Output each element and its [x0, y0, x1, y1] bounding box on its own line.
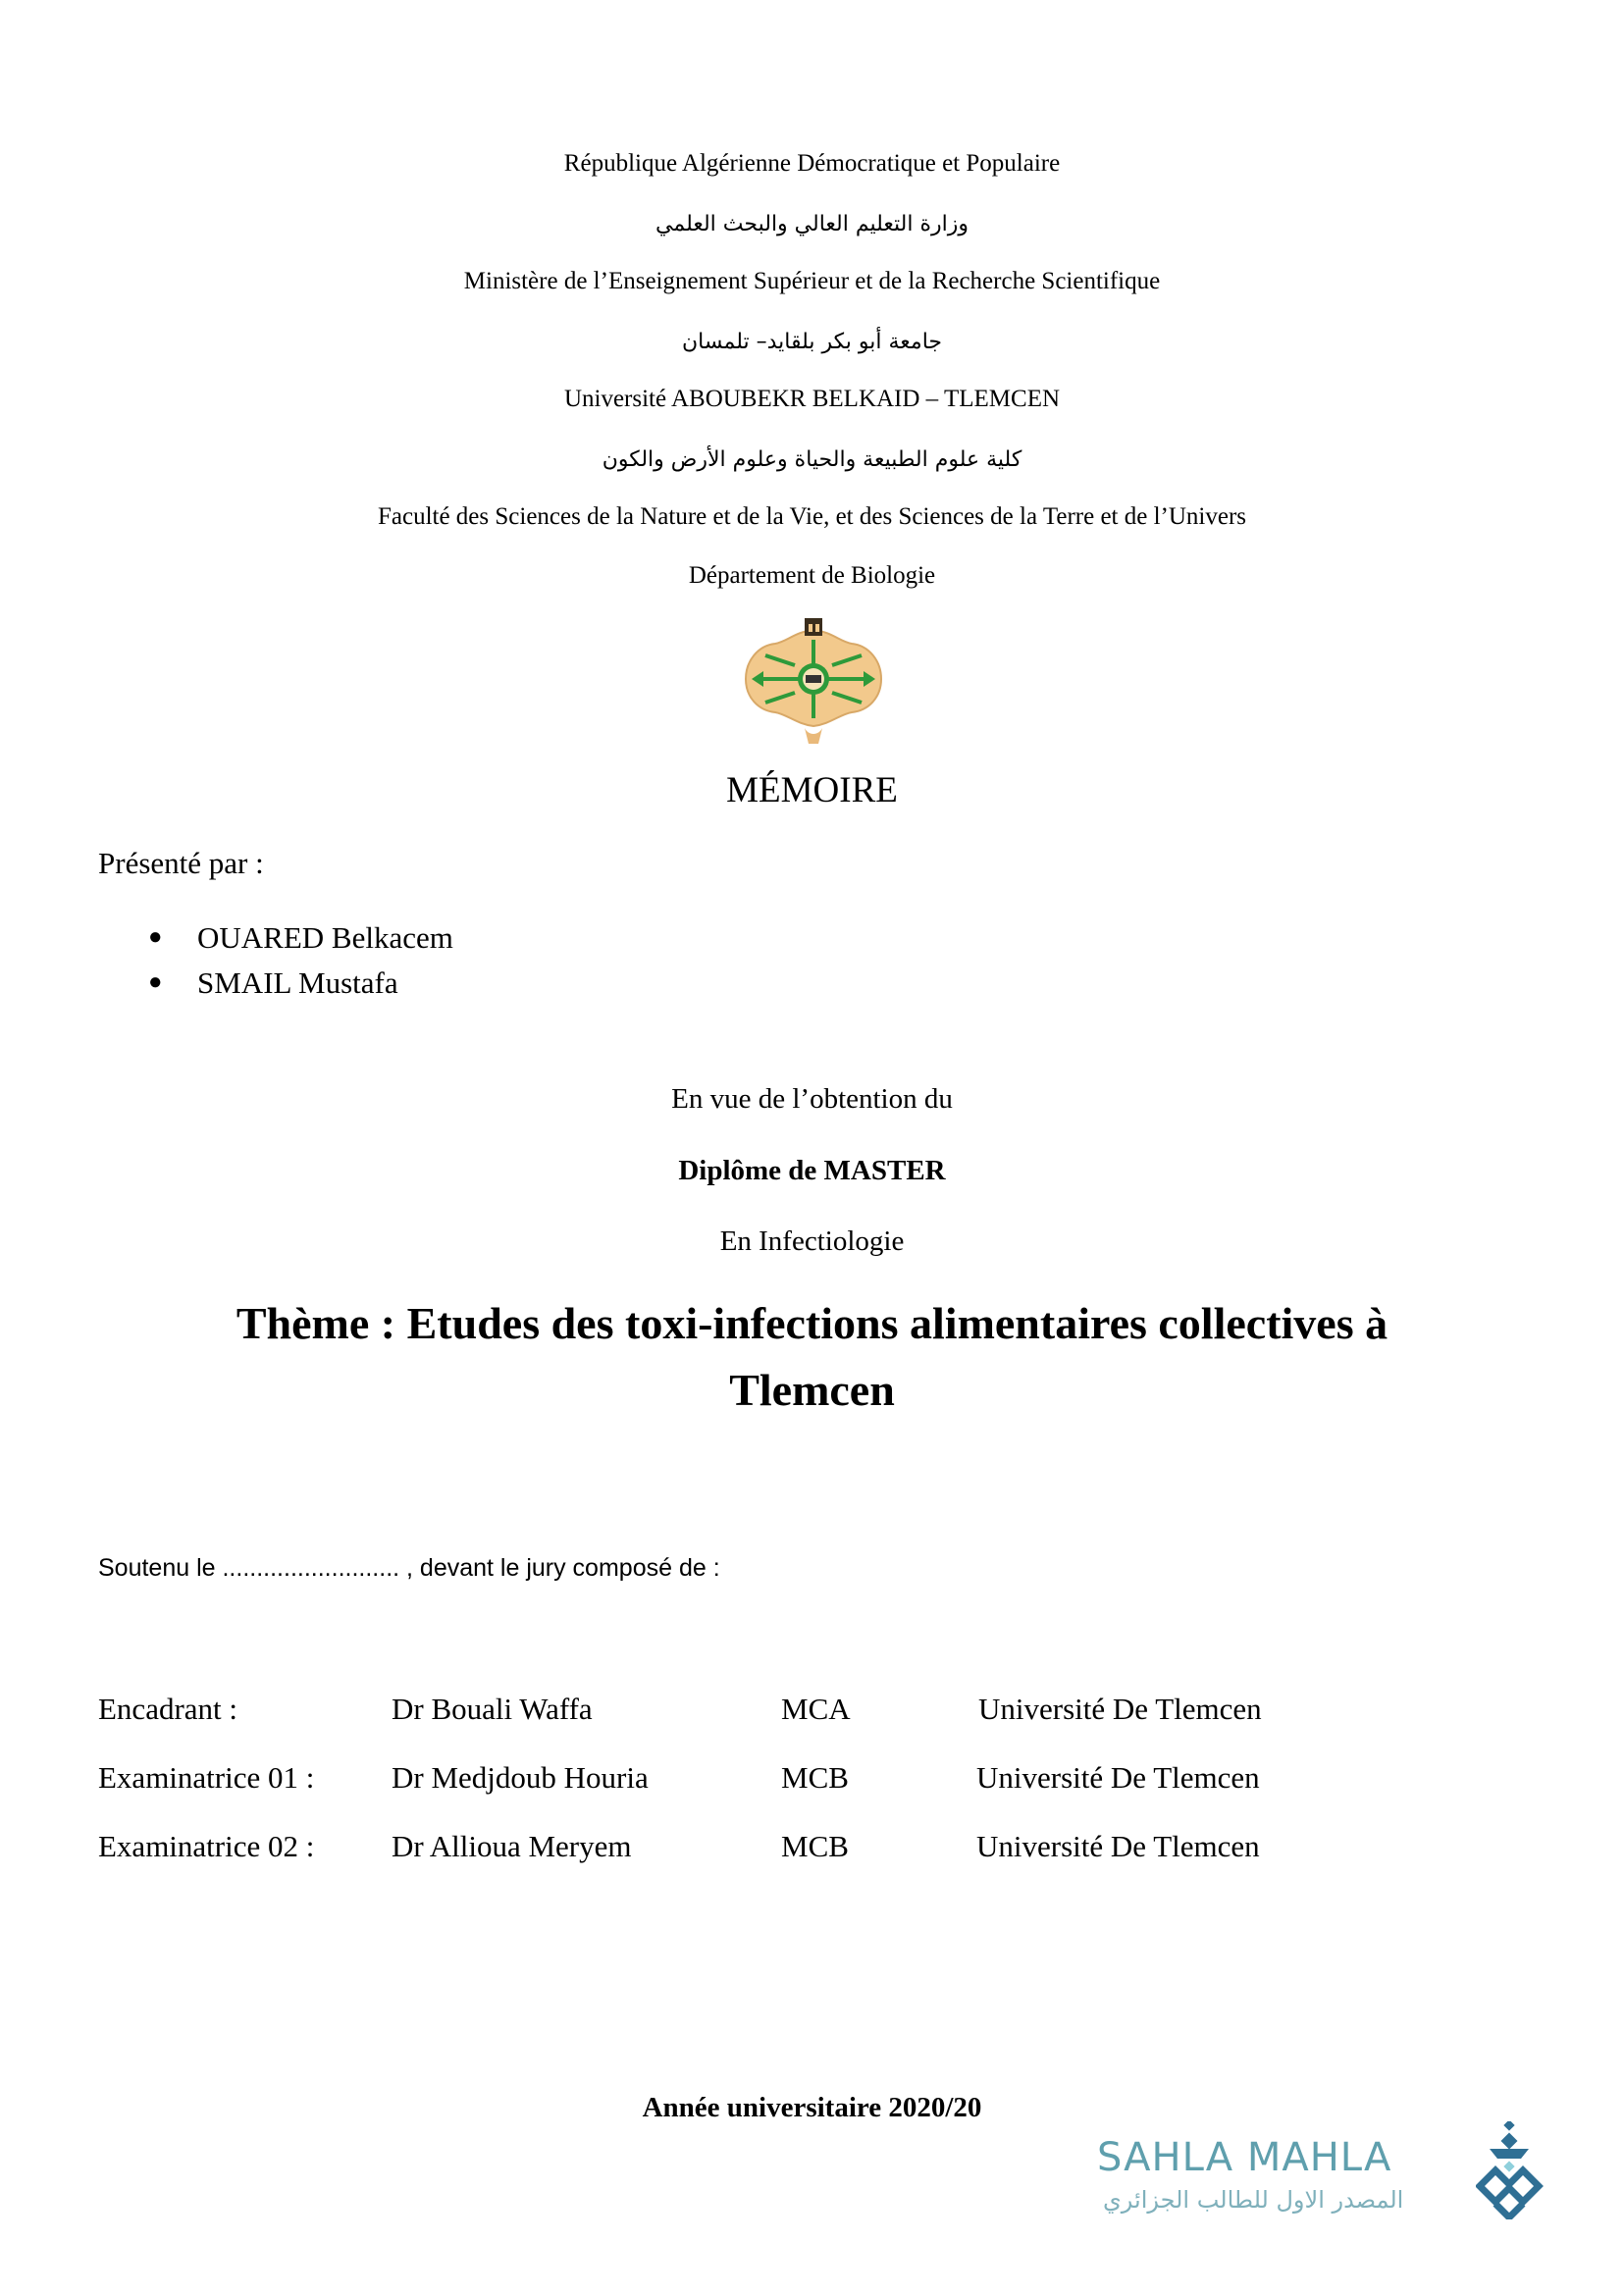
sahla-mahla-watermark: [1097, 2121, 1548, 2229]
degree-title: Diplôme de MASTER: [678, 1155, 946, 1186]
theme-title-line1: Thème : Etudes des toxi-infections alimentaires collectives à: [236, 1298, 1388, 1348]
jury-name: Dr Allioua Meryem: [392, 1829, 632, 1863]
degree-intro: En vue de l’obtention du: [671, 1083, 953, 1115]
academic-year: Année universitaire 2020/20: [642, 2092, 982, 2123]
jury-grade: MCB: [781, 1829, 849, 1863]
header-republic: République Algérienne Démocratique et Populaire: [563, 150, 1061, 177]
header-university: Université ABOUBEKR BELKAID – TLEMCEN: [563, 386, 1061, 412]
jury-role: Examinatrice 01 :: [98, 1760, 315, 1795]
header-university-ar: جامعة أبو بكر بلقايد– تلمسان: [682, 330, 942, 354]
university-logo-icon: [734, 616, 893, 746]
author-item: OUARED Belkacem: [197, 920, 453, 955]
header-department: Département de Biologie: [688, 562, 936, 589]
jury-institution: Université De Tlemcen: [976, 1829, 1260, 1863]
header-ministry-ar: وزارة التعليم العالي والبحث العلمي: [655, 212, 969, 236]
bullet-icon: ●: [148, 924, 163, 950]
header-faculty: Faculté des Sciences de la Nature et de la Vie, et des Sciences de la Terre et de l’Univers: [377, 503, 1247, 530]
jury-name: Dr Medjdoub Houria: [392, 1760, 649, 1795]
presented-by-label: Présenté par :: [98, 846, 264, 880]
jury-institution: Université De Tlemcen: [978, 1692, 1262, 1726]
degree-field: En Infectiologie: [719, 1226, 905, 1257]
defense-statement: Soutenu le .......................... , devant le jury composé de :: [98, 1554, 720, 1582]
bullet-icon: ●: [148, 969, 163, 995]
document-type: MÉMOIRE: [726, 770, 898, 810]
jury-role: Examinatrice 02 :: [98, 1829, 315, 1863]
jury-institution: Université De Tlemcen: [976, 1760, 1260, 1795]
jury-role: Encadrant :: [98, 1692, 238, 1726]
author-item: SMAIL Mustafa: [197, 965, 398, 1000]
header-faculty-ar: كلية علوم الطبيعة والحياة وعلوم الأرض والكون: [602, 447, 1022, 472]
calligraphy-emblem-icon: [1476, 2121, 1546, 2219]
jury-grade: MCA: [781, 1692, 851, 1726]
jury-grade: MCB: [781, 1760, 849, 1795]
jury-name: Dr Bouali Waffa: [392, 1692, 593, 1726]
theme-title-line2: Tlemcen: [729, 1365, 895, 1415]
watermark-title: SAHLA MAHLA: [1097, 2135, 1392, 2180]
watermark-subtitle: المصدر الاول للطالب الجزائري: [1103, 2186, 1404, 2214]
header-ministry: Ministère de l’Enseignement Supérieur et de la Recherche Scientifique: [463, 268, 1161, 294]
